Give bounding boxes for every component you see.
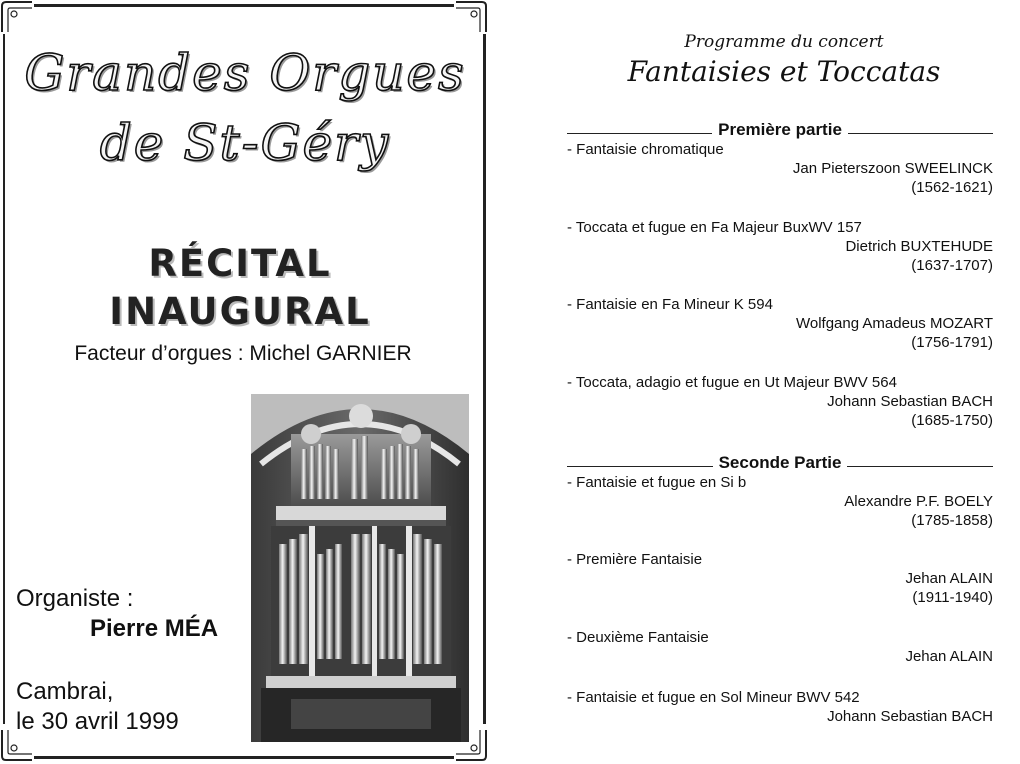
piece-title: - Fantaisie chromatique bbox=[567, 141, 724, 158]
piece-title: - Première Fantaisie bbox=[567, 551, 703, 568]
program-piece bbox=[567, 688, 993, 726]
piece-composer: Dietrich BUXTEHUDE bbox=[845, 238, 993, 255]
program-piece bbox=[567, 295, 993, 352]
concert-date: le 30 avril 1999 bbox=[16, 708, 179, 735]
composer-dates: (1911-1940) bbox=[912, 589, 993, 606]
piece-title: - Toccata, adagio et fugue en Ut Majeur BWV 564 bbox=[567, 374, 897, 391]
divider bbox=[848, 133, 993, 134]
organist-name: Pierre MÉA bbox=[90, 615, 219, 642]
frame-bottom-border bbox=[34, 756, 454, 759]
section-label: Seconde Partie bbox=[718, 453, 842, 472]
program-piece bbox=[567, 628, 993, 666]
organist-label: Organiste : bbox=[16, 585, 134, 612]
composer-dates: (1562-1621) bbox=[911, 179, 993, 196]
piece-composer: Jehan ALAIN bbox=[905, 570, 993, 587]
concert-place: Cambrai, bbox=[16, 678, 114, 705]
recital-title-line-1: RÉCITAL bbox=[148, 242, 332, 285]
program-page bbox=[510, 0, 1020, 764]
piece-composer: Johann Sebastian BACH bbox=[827, 708, 993, 725]
section-header bbox=[567, 451, 993, 473]
piece-title: - Toccata et fugue en Fa Majeur BuxWV 157 bbox=[567, 219, 862, 236]
piece-composer: Jehan ALAIN bbox=[905, 648, 993, 665]
piece-composer: Johann Sebastian BACH bbox=[827, 393, 993, 410]
program-piece bbox=[567, 373, 993, 430]
program-subtitle: Programme du concert bbox=[684, 32, 884, 52]
piece-title: - Deuxième Fantaisie bbox=[567, 629, 709, 646]
organ-builder-credit: Facteur d’orgues : Michel GARNIER bbox=[74, 342, 412, 365]
piece-composer: Wolfgang Amadeus MOZART bbox=[795, 315, 993, 332]
corner-ornament-icon bbox=[0, 0, 34, 34]
piece-title: - Fantaisie et fugue en Sol Mineur BWV 542 bbox=[567, 689, 860, 706]
piece-title: - Fantaisie en Fa Mineur K 594 bbox=[567, 296, 773, 313]
cover-page bbox=[0, 0, 490, 764]
frame-top-border bbox=[34, 4, 454, 7]
recital-title-line-2: INAUGURAL bbox=[109, 290, 371, 333]
composer-dates: (1756-1791) bbox=[911, 334, 993, 351]
program-piece bbox=[567, 140, 993, 197]
program-piece bbox=[567, 218, 993, 275]
cover-title-line-2: de St-Géry bbox=[99, 114, 391, 172]
composer-dates: (1785-1858) bbox=[911, 512, 993, 529]
program-title: Fantaisies et Toccatas bbox=[627, 55, 941, 88]
cover-title-line-1: Grandes Orgues bbox=[24, 44, 466, 102]
divider bbox=[847, 466, 993, 467]
composer-dates: (1685-1750) bbox=[911, 412, 993, 429]
program-piece bbox=[567, 473, 993, 530]
piece-composer: Jan Pieterszoon SWEELINCK bbox=[792, 160, 993, 177]
organ-photograph bbox=[251, 394, 469, 742]
section-label: Première partie bbox=[718, 120, 842, 139]
program-piece bbox=[567, 550, 993, 607]
piece-title: - Fantaisie et fugue en Si b bbox=[567, 474, 747, 491]
corner-ornament-icon bbox=[454, 0, 488, 34]
section-header bbox=[567, 118, 993, 140]
composer-dates: (1637-1707) bbox=[911, 257, 993, 274]
divider bbox=[567, 133, 712, 134]
piece-composer: Alexandre P.F. BOELY bbox=[844, 493, 993, 510]
divider bbox=[567, 466, 713, 467]
